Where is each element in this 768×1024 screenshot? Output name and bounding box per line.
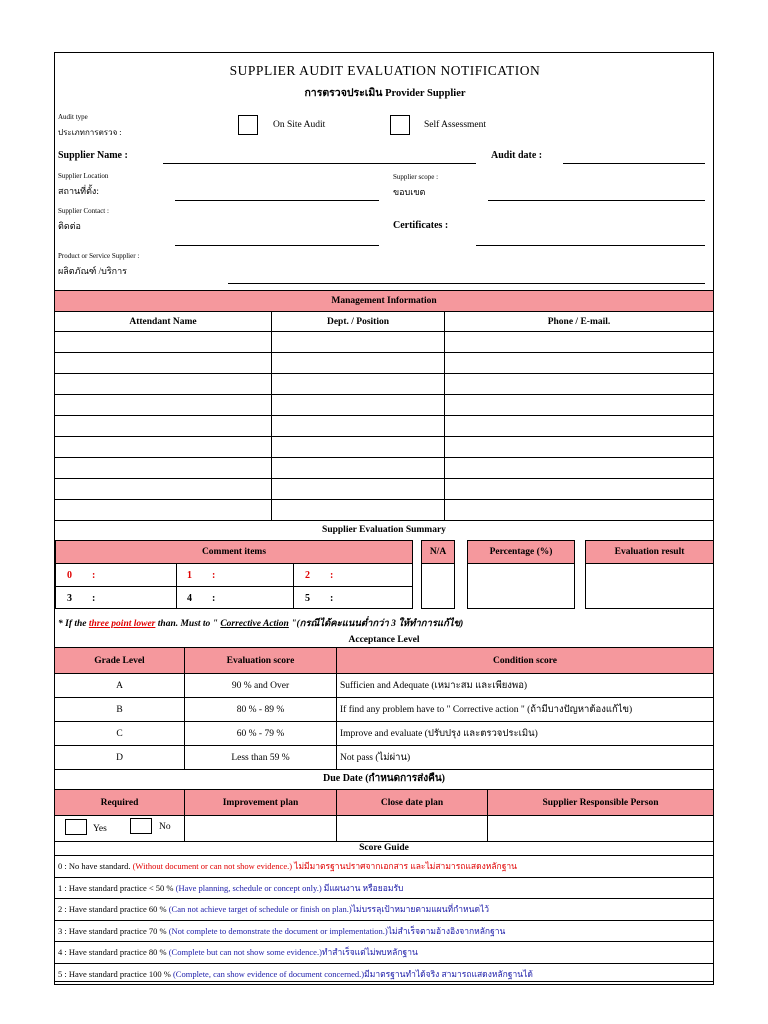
comment-1-num: 1 [187, 570, 192, 581]
form-subtitle: การตรวจประเมิน Provider Supplier [304, 88, 466, 99]
phone-email-cell[interactable] [445, 374, 714, 395]
evaluation-result-box[interactable] [585, 563, 714, 609]
score-guide-level: 2 : Have standard practice 60 % [58, 904, 169, 915]
comment-5-num: 5 [305, 593, 310, 604]
colon: : [92, 570, 96, 581]
note-text: than. Must to " [155, 619, 221, 629]
score-guide-description: (Not complete to demonstrate the document or implementation.)ไม่สำเร็จตามอ้างอิงจากหลักฐาน [168, 925, 506, 936]
dept-position-cell[interactable] [272, 500, 445, 521]
improvement-plan-cell[interactable] [185, 816, 337, 842]
note-text: * If the [58, 619, 89, 629]
close-date-plan-cell[interactable] [337, 816, 488, 842]
note-corrective-action: Corrective Action [220, 619, 289, 629]
colon: : [212, 593, 216, 604]
dept-position-cell[interactable] [272, 395, 445, 416]
dept-position-header: Dept. / Position [272, 312, 445, 332]
grade-cell: D [55, 746, 185, 770]
management-row [55, 437, 714, 458]
colon: : [212, 570, 216, 581]
scope-field[interactable] [488, 200, 705, 201]
supplier-name-field[interactable] [163, 163, 476, 164]
comment-1-label [187, 570, 215, 581]
location-label: Supplier Location [58, 172, 109, 180]
required-no-checkbox[interactable] [130, 818, 152, 834]
score-guide-cell [55, 942, 714, 964]
dept-position-cell[interactable] [272, 416, 445, 437]
score-guide-row [55, 877, 714, 899]
attendant-name-cell[interactable] [55, 437, 272, 458]
certificates-label: Certificates : [393, 220, 449, 231]
phone-email-cell[interactable] [445, 353, 714, 374]
attendant-name-cell[interactable] [55, 332, 272, 353]
score-cell: 90 % and Over [185, 674, 337, 698]
attendant-name-header: Attendant Name [55, 312, 272, 332]
colon: : [92, 593, 96, 604]
score-guide-table [54, 855, 714, 985]
comment-3-num: 3 [67, 593, 72, 604]
score-guide-level: 3 : Have standard practice 70 % [58, 925, 169, 936]
certificates-field[interactable] [476, 245, 705, 246]
score-guide-row [55, 899, 714, 921]
management-row [55, 332, 714, 353]
scope-label-th: ขอบเขต [393, 187, 426, 197]
onsite-audit-checkbox[interactable] [238, 115, 258, 135]
location-field[interactable] [175, 200, 379, 201]
supplier-name-label: Supplier Name : [58, 150, 128, 161]
score-guide-row [55, 942, 714, 964]
management-header: Management Information [55, 290, 713, 312]
score-guide-description: (Without document or can not show evidence.) ไม่มีมาตรฐานปราศจากเอกสาร และไม่สามารถแสดงหลักฐาน [132, 861, 517, 872]
yes-label: Yes [93, 824, 107, 834]
required-header: Required [55, 790, 185, 816]
management-row [55, 395, 714, 416]
score-cell: Less than 59 % [185, 746, 337, 770]
score-guide-row [55, 856, 714, 878]
percentage-box[interactable] [467, 563, 575, 609]
na-header: N/A [421, 540, 455, 564]
attendant-name-cell[interactable] [55, 374, 272, 395]
responsible-person-cell[interactable] [488, 816, 714, 842]
audit-type-label: Audit type [58, 113, 88, 121]
dept-position-cell[interactable] [272, 458, 445, 479]
audit-type-label-th: ประเภทการตรวจ : [58, 128, 122, 137]
management-row [55, 374, 714, 395]
acceptance-row [55, 746, 714, 770]
self-assessment-checkbox[interactable] [390, 115, 410, 135]
acceptance-row [55, 722, 714, 746]
comment-5-label [305, 593, 333, 604]
attendant-name-cell[interactable] [55, 416, 272, 437]
colon: : [330, 593, 334, 604]
score-guide-level: 1 : Have standard practice < 50 % [58, 882, 176, 893]
na-box[interactable] [421, 563, 455, 609]
comment-4-label [187, 593, 215, 604]
score-guide-cell [55, 899, 714, 921]
score-guide-cell [55, 963, 714, 985]
phone-email-cell[interactable] [445, 332, 714, 353]
score-cell: 60 % - 79 % [185, 722, 337, 746]
attendant-name-cell[interactable] [55, 500, 272, 521]
score-guide-description: (Can not achieve target of schedule or finish on plan.)ไม่บรรลุเป้าหมายตามแผนที่กำหนดไว้ [168, 904, 490, 915]
phone-email-cell[interactable] [445, 500, 714, 521]
phone-email-cell[interactable] [445, 395, 714, 416]
attendant-name-cell[interactable] [55, 395, 272, 416]
required-cell [55, 816, 185, 842]
score-guide-description: (Complete, can show evidence of document concerned.)มีมาตรฐานทำได้จริง สามารถแสดงหลักฐานได้ [172, 968, 533, 979]
comment-2-label [305, 570, 333, 581]
responsible-person-header: Supplier Responsible Person [488, 790, 714, 816]
score-guide-row [55, 920, 714, 942]
form-title: SUPPLIER AUDIT EVALUATION NOTIFICATION [229, 63, 541, 78]
score-guide-description: (Have planning, schedule or concept only.) มีแผนงาน หรือยอมรับ [175, 882, 404, 893]
attendant-name-cell[interactable] [55, 353, 272, 374]
dept-position-cell[interactable] [272, 374, 445, 395]
score-guide-cell [55, 920, 714, 942]
corrective-note [58, 616, 463, 631]
comment-0-label [67, 570, 95, 581]
dept-position-cell[interactable] [272, 437, 445, 458]
condition-score-header: Condition score [337, 648, 714, 674]
comment-2-num: 2 [305, 570, 310, 581]
note-highlight: three point lower [88, 619, 156, 629]
dept-position-cell[interactable] [272, 479, 445, 500]
management-row [55, 353, 714, 374]
onsite-audit-label: On Site Audit [273, 120, 326, 130]
acceptance-row [55, 698, 714, 722]
management-row [55, 458, 714, 479]
dept-position-cell[interactable] [272, 332, 445, 353]
no-label: No [159, 822, 171, 832]
score-guide-description: (Complete but can not show some evidence.)ทำสำเร็จแต่ไม่พบหลักฐาน [168, 947, 418, 958]
condition-cell: Sufficien and Adequate (เหมาะสม และเพียงพอ) [337, 674, 714, 698]
audit-date-label: Audit date : [491, 150, 543, 161]
audit-date-field[interactable] [563, 163, 705, 164]
score-guide-level: 0 : No have standard. [58, 861, 133, 872]
management-row [55, 500, 714, 521]
score-guide-level: 4 : Have standard practice 80 % [58, 947, 169, 958]
product-field[interactable] [228, 283, 705, 284]
score-cell: 80 % - 89 % [185, 698, 337, 722]
management-row [55, 479, 714, 500]
grade-level-header: Grade Level [55, 648, 185, 674]
phone-email-cell[interactable] [445, 416, 714, 437]
location-label-th: สถานที่ตั้ง: [58, 186, 99, 196]
contact-field[interactable] [175, 245, 379, 246]
grade-cell: B [55, 698, 185, 722]
condition-cell: Improve and evaluate (ปรับปรุง และตรวจประเมิน) [337, 722, 714, 746]
condition-cell: Not pass (ไม่ผ่าน) [337, 746, 714, 770]
management-row [55, 416, 714, 437]
product-label: Product or Service Supplier : [58, 252, 140, 260]
due-date-title: Due Date (กำหนดการส่งคืน) [322, 773, 446, 784]
acceptance-title: Acceptance Level [348, 635, 420, 645]
contact-label: Supplier Contact : [58, 207, 109, 215]
phone-email-cell[interactable] [445, 458, 714, 479]
score-guide-row [55, 963, 714, 985]
phone-email-cell[interactable] [445, 437, 714, 458]
phone-email-cell[interactable] [445, 479, 714, 500]
colon: : [330, 570, 334, 581]
grade-cell: C [55, 722, 185, 746]
grade-cell: A [55, 674, 185, 698]
scope-label: Supplier scope : [393, 173, 439, 181]
close-date-plan-header: Close date plan [337, 790, 488, 816]
contact-label-th: ติดต่อ [58, 221, 81, 231]
due-date-table [54, 789, 714, 842]
comment-0-num: 0 [67, 570, 72, 581]
attendant-name-cell[interactable] [55, 458, 272, 479]
condition-cell: If find any problem have to " Corrective action " (ถ้ามีบางปัญหาต้องแก้ไข) [337, 698, 714, 722]
form-frame [54, 52, 714, 982]
comment-4-num: 4 [187, 593, 192, 604]
attendant-name-cell[interactable] [55, 479, 272, 500]
dept-position-cell[interactable] [272, 353, 445, 374]
self-assessment-label: Self Assessment [424, 120, 487, 130]
score-guide-level: 5 : Have standard practice 100 % [58, 968, 173, 979]
acceptance-row [55, 674, 714, 698]
comment-3-label [67, 593, 95, 604]
acceptance-table [54, 647, 714, 770]
evaluation-score-header: Evaluation score [185, 648, 337, 674]
percentage-header: Percentage (%) [467, 540, 575, 564]
comment-divider [55, 586, 413, 587]
score-guide-title: Score Guide [359, 843, 409, 853]
note-text: "(กรณีได้คะแนนต่ำกว่า 3 ให้ทำการแก้ไข) [288, 619, 464, 629]
comment-items-header: Comment items [55, 540, 413, 564]
score-guide-cell [55, 856, 714, 878]
required-yes-checkbox[interactable] [65, 819, 87, 835]
management-table [54, 311, 714, 521]
product-label-th: ผลิตภัณฑ์ /บริการ [58, 266, 128, 276]
evaluation-result-header: Evaluation result [585, 540, 714, 564]
phone-email-header: Phone / E-mail. [445, 312, 714, 332]
summary-title: Supplier Evaluation Summary [322, 525, 446, 535]
improvement-plan-header: Improvement plan [185, 790, 337, 816]
score-guide-cell [55, 877, 714, 899]
